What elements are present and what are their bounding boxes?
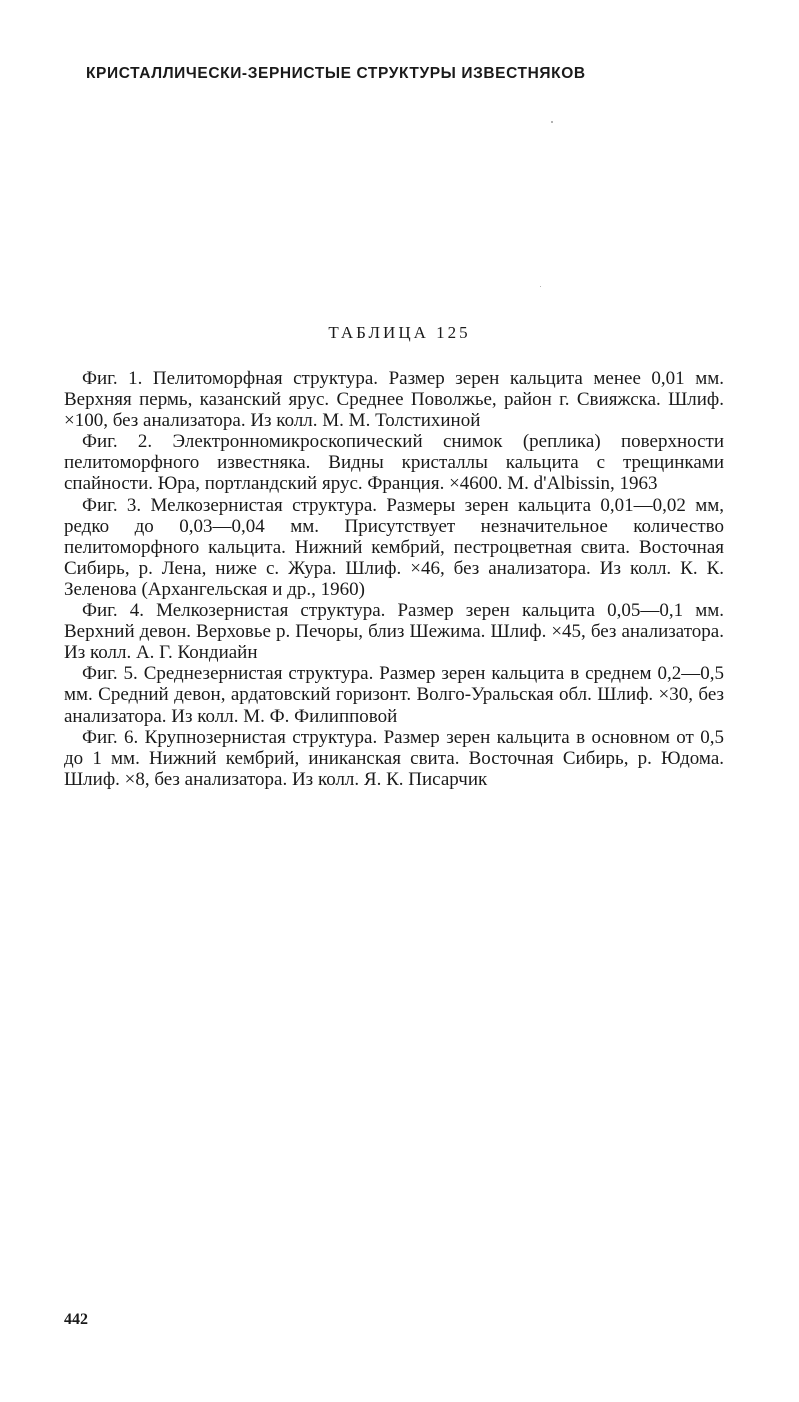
scan-speck [540, 286, 541, 287]
caption-label: Фиг. 6. [82, 726, 139, 748]
caption-text: Мелкозернистая структура. Размер зерен кальцита 0,05—0,1 мм. Верхний девон. Верховье р. Печоры, близ Шежима. Шлиф. ×45, без анализатора. Из колл. А. Г. Кондиайн [64, 600, 724, 664]
caption-fig-1 [64, 368, 724, 431]
caption-fig-2 [64, 431, 724, 494]
caption-fig-3 [64, 495, 724, 600]
caption-label: Фиг. 3. [82, 494, 142, 516]
table-title: ТАБЛИЦА 125 [328, 323, 471, 342]
caption-fig-4 [64, 600, 724, 663]
caption-fig-5 [64, 663, 724, 726]
figure-captions [64, 368, 724, 790]
caption-label: Фиг. 4. [82, 600, 144, 622]
scan-speck [551, 121, 553, 123]
page-number: 442 [64, 1311, 88, 1328]
caption-label: Фиг. 5. [82, 663, 138, 685]
caption-text: Крупнозернистая структура. Размер зерен кальцита в основном от 0,5 до 1 мм. Нижний кембрий, иниканская свита. Восточная Сибирь, р. Юдома. Шлиф. ×8, без анализатора. Из колл. Я. К. Писарчик [64, 726, 724, 790]
caption-text: Пелитоморфная структура. Размер зерен кальцита менее 0,01 мм. Верхняя пермь, казанский ярус. Среднее Поволжье, район г. Свияжска. Шлиф. ×100, без анализатора. Из колл. М. М. Толстихиной [64, 368, 724, 432]
caption-fig-6 [64, 727, 724, 790]
caption-text: Среднезернистая структура. Размер зерен кальцита в среднем 0,2—0,5 мм. Средний девон, ардатовский горизонт. Волго-Уральская обл. Шлиф. ×30, без анализатора. Из колл. М. Ф. Филипповой [64, 663, 725, 727]
caption-text: Электронномикроскопический снимок (реплика) поверхности пелитоморфного известняка. Видны кристаллы кальцита с трещинками спайности. Юра, портландский ярус. Франция. ×4600. M. d'Albissin, 1963 [64, 431, 724, 495]
caption-label: Фиг. 1. [82, 368, 143, 389]
running-head: КРИСТАЛЛИЧЕСКИ-ЗЕРНИСТЫЕ СТРУКТУРЫ ИЗВЕСТНЯКОВ [86, 65, 586, 82]
caption-label: Фиг. 2. [82, 431, 153, 453]
caption-text: Мелкозернистая структура. Размеры зерен кальцита 0,01—0,02 мм, редко до 0,03—0,04 мм. Присутствует незначительное количество пелитоморфного кальцита. Нижний кембрий, пестроцветная свита. Восточная Сибирь, р. Лена, ниже с. Жура. Шлиф. ×46, без анализатора. Из колл. К. К. Зеленова (Архангельская и др., 1960) [64, 494, 724, 600]
